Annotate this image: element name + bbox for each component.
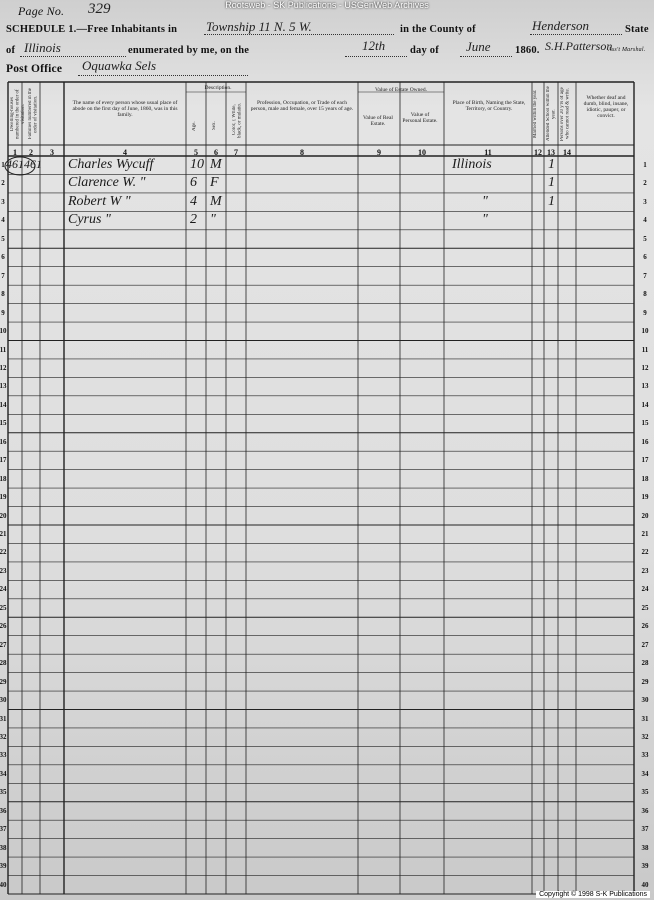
row-number: 22 <box>0 548 7 557</box>
row-number: 39 <box>0 862 7 871</box>
row-number: 2 <box>643 179 647 188</box>
marshal-label: Ass't Marshal. <box>608 47 646 53</box>
row-number: 40 <box>0 880 7 889</box>
row-number: 17 <box>641 456 649 465</box>
row-number: 34 <box>641 769 649 778</box>
enumerated-label: enumerated by me, on the <box>128 45 250 56</box>
row-number: 4 <box>1 216 5 225</box>
row-number: 14 <box>0 400 7 409</box>
row-number: 38 <box>641 843 649 852</box>
row-number: 16 <box>0 437 7 446</box>
page-no-value: 329 <box>88 1 111 17</box>
row-number: 1 <box>643 161 647 169</box>
person-sex: M <box>210 157 222 172</box>
col14-head: Whether deaf and dumb, blind, insane, idiotic, pauper, or convict. <box>583 95 629 119</box>
row-number: 17 <box>0 456 7 465</box>
row-number: 10 <box>0 327 7 336</box>
row-number: 1 <box>1 161 5 169</box>
row-number: 35 <box>641 788 649 797</box>
column-number: 4 <box>123 148 127 157</box>
page-no-label: Page No. <box>18 4 65 18</box>
col9-head: Value of Personal Estate. <box>402 112 438 124</box>
row-number: 6 <box>1 253 5 262</box>
row-number: 18 <box>0 474 7 483</box>
row-number: 9 <box>1 308 5 317</box>
col4-head: Age. <box>192 121 197 131</box>
row-number: 33 <box>0 751 7 760</box>
row-number: 16 <box>641 437 649 446</box>
row-number: 36 <box>0 806 7 815</box>
row-number: 30 <box>641 696 649 705</box>
row-number: 14 <box>641 400 649 409</box>
row-number: 7 <box>643 271 647 280</box>
col5-head: Sex. <box>212 121 217 131</box>
column-number: 3 <box>50 148 54 157</box>
person-name: Charles Wycuff <box>68 157 154 172</box>
row-number: 2 <box>1 179 5 188</box>
row-number: 37 <box>641 825 649 834</box>
school-mark: 1 <box>548 175 555 191</box>
row-number: 6 <box>643 253 647 262</box>
col11-head: Married within the year. <box>533 89 538 139</box>
row-number: 9 <box>643 308 647 317</box>
col8-head: Value of Real Estate. <box>363 115 393 127</box>
row-number: 29 <box>641 677 649 686</box>
row-number: 21 <box>0 530 7 538</box>
row-number: 15 <box>641 419 649 428</box>
description-head: Description. <box>204 85 232 91</box>
month-value: June <box>466 39 491 54</box>
row-number: 33 <box>641 751 649 760</box>
state-of-label: of <box>6 45 16 56</box>
row-number: 5 <box>1 234 5 243</box>
person-sex: " <box>210 212 216 228</box>
person-name: Robert W " <box>68 193 131 209</box>
row-number: 12 <box>641 363 649 372</box>
row-number: 31 <box>641 714 649 723</box>
row-number: 23 <box>641 566 649 575</box>
row-number: 8 <box>643 290 647 299</box>
row-number: 26 <box>641 622 649 631</box>
column-number: 6 <box>214 148 218 157</box>
row-number: 15 <box>0 419 7 428</box>
row-number: 21 <box>641 530 649 538</box>
column-number: 7 <box>234 148 238 157</box>
col2-head: Families numbered in the order of visitation. <box>28 88 39 140</box>
person-age: 4 <box>190 193 197 209</box>
column-number: 14 <box>563 148 571 157</box>
column-number: 12 <box>534 148 542 157</box>
county-label: in the County of <box>400 24 476 35</box>
dwelling-number: 461 <box>6 157 24 171</box>
row-number: 8 <box>1 290 5 299</box>
copyright-notice: Copyright © 1998 S-K Publications <box>536 891 650 898</box>
birthplace: Illinois <box>452 157 492 172</box>
col6-head: Color, { White, black, or mulatto. <box>232 102 243 138</box>
row-number: 31 <box>0 714 7 723</box>
column-number: 1 <box>13 148 17 157</box>
year-label: 1860. <box>515 45 540 56</box>
row-number: 25 <box>0 603 7 612</box>
person-name: Clarence W. " <box>68 175 146 191</box>
column-number: 13 <box>547 148 555 157</box>
row-number: 27 <box>641 640 649 649</box>
row-number: 34 <box>0 769 7 778</box>
row-number: 13 <box>641 382 649 391</box>
col13-head: Persons over 20 y'rs of age who cannot read & write. <box>560 87 571 141</box>
row-number: 23 <box>0 566 7 575</box>
school-mark: 1 <box>548 193 555 209</box>
row-number: 32 <box>641 732 649 741</box>
col7-head: Profession, Occupation, or Trade of each person, male and female, over 15 years of age. <box>250 100 354 112</box>
county-value: Henderson <box>532 18 590 33</box>
person-name: Cyrus " <box>68 212 111 228</box>
schedule-label: SCHEDULE 1.—Free Inhabitants in <box>6 24 178 35</box>
row-number: 11 <box>0 345 7 354</box>
column-number: 5 <box>194 148 198 157</box>
column-number: 10 <box>418 148 426 157</box>
person-sex: M <box>210 193 222 209</box>
row-number: 20 <box>0 511 7 520</box>
post-office-label: Post Office <box>6 63 63 75</box>
birthplace: " <box>482 193 488 209</box>
row-number: 12 <box>0 363 7 372</box>
row-number: 39 <box>641 862 649 871</box>
school-mark: 1 <box>548 157 555 172</box>
col3-head: The name of every person whose usual place of abode on the first day of June, 1860, was in this family. <box>72 100 178 118</box>
row-number: 7 <box>1 271 5 280</box>
archive-banner: Rootsweb - SK Publications - USGenWeb Archives <box>225 0 429 10</box>
day-value: 12th <box>362 38 386 53</box>
post-office-value: Oquawka Sels <box>82 58 157 73</box>
col10-head: Place of Birth, Naming the State, Territory, or Country. <box>452 100 526 112</box>
row-number: 20 <box>641 511 649 520</box>
column-number: 8 <box>300 148 304 157</box>
row-number: 35 <box>0 788 7 797</box>
state-value: Illinois <box>24 40 61 55</box>
value-head: Value of Estate Owned. <box>375 87 427 93</box>
row-number: 29 <box>0 677 7 686</box>
row-number: 19 <box>641 493 649 502</box>
row-number: 24 <box>641 585 649 594</box>
person-age: 2 <box>190 212 197 228</box>
row-number: 26 <box>0 622 7 631</box>
row-number: 37 <box>0 825 7 834</box>
township-value: Township 11 N. 5 W. <box>206 19 312 34</box>
row-number: 3 <box>643 197 647 206</box>
row-number: 36 <box>641 806 649 815</box>
row-number: 19 <box>0 493 7 502</box>
row-number: 28 <box>0 659 7 668</box>
row-number: 40 <box>641 880 649 889</box>
row-number: 24 <box>0 585 7 594</box>
row-number: 38 <box>0 843 7 852</box>
row-number: 4 <box>643 216 647 225</box>
day-of-label: day of <box>410 45 439 56</box>
row-number: 18 <box>641 474 649 483</box>
row-number: 22 <box>641 548 649 557</box>
column-number: 11 <box>484 148 492 157</box>
row-number: 25 <box>641 603 649 612</box>
row-number: 32 <box>0 732 7 741</box>
row-number: 27 <box>0 640 7 649</box>
row-number: 30 <box>0 696 7 705</box>
state-label: State <box>625 24 649 35</box>
row-number: 3 <box>1 197 5 206</box>
row-number: 5 <box>643 234 647 243</box>
row-number: 10 <box>641 327 649 336</box>
marshal-value: S.H.Patterson <box>545 39 613 53</box>
row-number: 13 <box>0 382 7 391</box>
birthplace: " <box>482 212 488 228</box>
person-age: 6 <box>190 175 197 191</box>
person-sex: F <box>210 175 219 191</box>
row-number: 28 <box>641 659 649 668</box>
col1-head: Dwelling-houses numbered in the order of visitation. <box>10 89 26 139</box>
family-number: 461 <box>24 157 42 171</box>
person-age: 10 <box>190 157 204 172</box>
column-number: 9 <box>377 148 381 157</box>
column-number: 2 <box>29 148 33 157</box>
col12-head: Attended School within the year. <box>546 86 557 142</box>
row-number: 11 <box>641 345 649 354</box>
